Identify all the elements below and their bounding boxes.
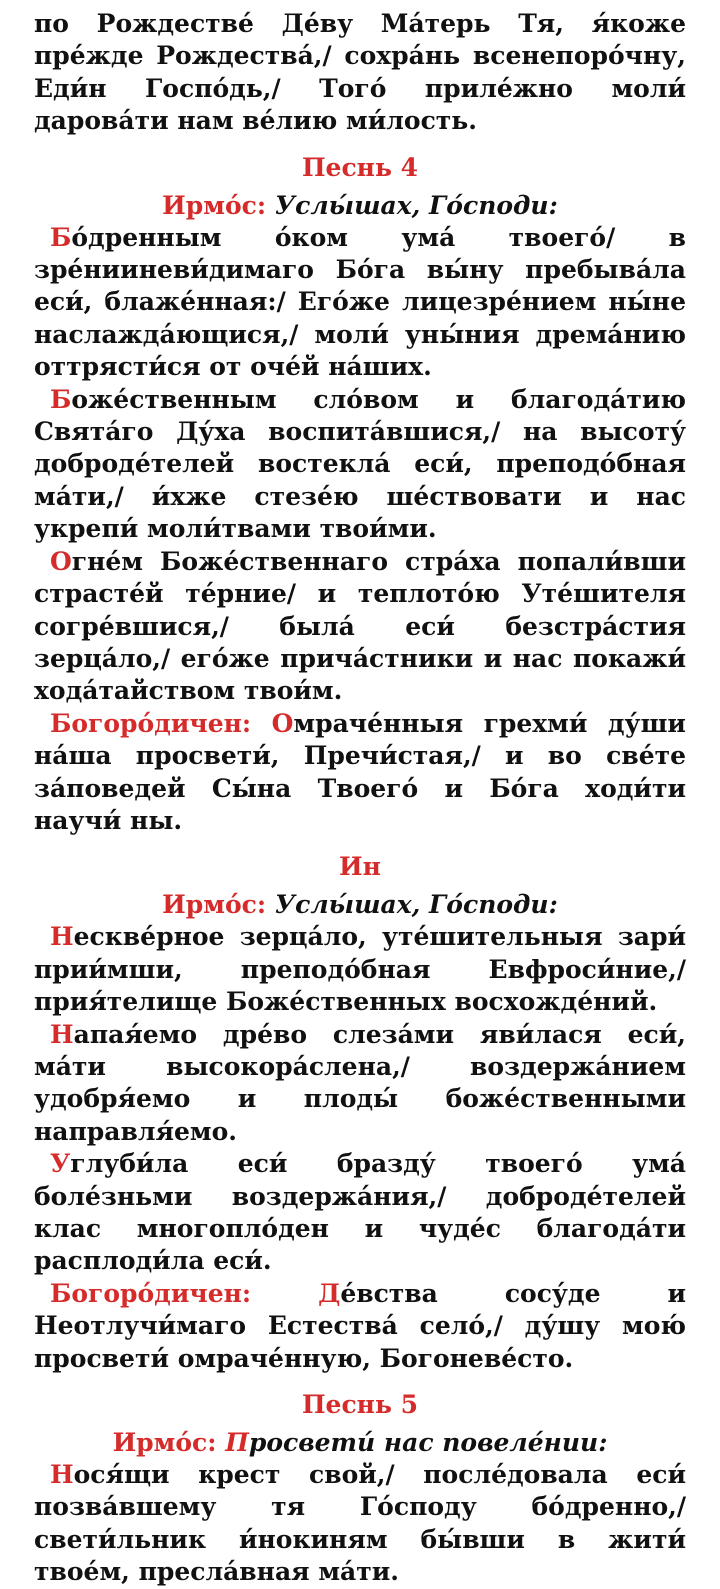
theotokion: Богоро́дичен: Омраче́нныя грехми́ ду́ши на́ша просвети́, Пречи́стая,/ и во све́те за́поведей Сы́на Твоего́ и Бо́га ходи́ти научи́ ны. bbox=[34, 708, 686, 835]
drop-initial: Д bbox=[318, 1278, 341, 1308]
irmos-label: Ирмо́с: bbox=[162, 190, 267, 220]
theotokion: Богоро́дичен: Де́вства сосу́де и Неотлучи́маго Естества́ село́,/ ду́шу мою́ просвети́ омраче́нную, Богоневе́сто. bbox=[34, 1278, 686, 1373]
song-5-irmos bbox=[34, 1427, 686, 1459]
irmos-text: Просвети́ нас повеле́нии: bbox=[225, 1428, 608, 1458]
theotokion-label: Богоро́дичен: bbox=[50, 708, 252, 738]
irmos-text: Услы́шах, Го́споди: bbox=[274, 890, 558, 920]
song-5-title: Песнь 5 bbox=[301, 1390, 419, 1420]
intro-paragraph: по Рождестве́ Де́ву Ма́терь Тя, я́коже пре́жде Рождества́,/ сохра́нь всенепоро́чну, Еди́н Госпо́дь,/ Того́ приле́жно моли́ дарова́ти нам ве́лию ми́лость. bbox=[34, 9, 686, 136]
troparion: Нося́щи крест свой,/ после́довала еси́ позва́вшему тя Го́споду бо́дренно,/ свети́льник и́нокиням бы́вши в жити́ твое́м, пресла́вная ма́ти. bbox=[34, 1460, 686, 1587]
irmos-initial: П bbox=[225, 1428, 249, 1458]
troparion: Огне́м Боже́ственнаго стра́ха попали́вши страсте́й те́рние/ и теплото́ю Уте́шителя согре́вшися,/ была́ еси́ безстра́стия зерца́ло,/ его́же прича́стники и нас покажи́ хода́тайством твои́м. bbox=[34, 546, 686, 706]
drop-initial: Н bbox=[50, 922, 74, 952]
song-4-irmos bbox=[34, 190, 686, 222]
drop-initial: Н bbox=[50, 1019, 74, 1049]
drop-initial: У bbox=[50, 1149, 71, 1179]
irmos-text: Услы́шах, Го́споди: bbox=[274, 190, 558, 220]
drop-initial: Б bbox=[50, 384, 72, 414]
in-irmos bbox=[34, 889, 686, 921]
troparion: Нескве́рное зерца́ло, уте́шительныя зари́ прии́мши, преподо́бная Евфроси́ние,/ прия́телище Боже́ственных восхожде́ний. bbox=[34, 922, 686, 1017]
drop-initial: Н bbox=[50, 1460, 74, 1490]
irmos-label: Ирмо́с: bbox=[112, 1428, 217, 1458]
troparion: Напая́емо дре́во слеза́ми яви́лася еси́, ма́ти высокора́слена,/ воздержа́нием удобря́емо и плоды́ боже́ственными направля́емо. bbox=[34, 1019, 686, 1146]
troparion: Бо́дренным о́ком ума́ твоего́/ в зре́нииневи́димаго Бо́га вы́ну пребыва́ла еси́, блаже́нная:/ Его́же лицезре́нием ны́не наслажда́ющися,/ моли́ уны́ния дрема́нию оттрясти́ся от оче́й на́ших. bbox=[34, 222, 686, 382]
in-title: Ин bbox=[339, 852, 381, 882]
troparion: Боже́ственным сло́вом и благода́тию Свята́го Ду́ха воспита́вшися,/ на высоту́ доброде́телей востекла́ еси́, преподо́бная ма́ти,/ и́хже стезе́ю ше́ствовати и нас укрепи́ моли́твами твои́ми. bbox=[34, 384, 686, 544]
song-4-title: Песнь 4 bbox=[301, 152, 419, 182]
drop-initial: О bbox=[271, 708, 294, 738]
troparion: Углуби́ла еси́ бразду́ твоего́ ума́ боле́зньми воздержа́ния,/ доброде́телей клас многопло́ден и чуде́с благода́ти расплоди́ла еси́. bbox=[34, 1149, 686, 1276]
drop-initial: Б bbox=[50, 222, 72, 252]
irmos-label: Ирмо́с: bbox=[162, 890, 267, 920]
theotokion-label: Богоро́дичен: bbox=[50, 1278, 252, 1308]
drop-initial: О bbox=[50, 546, 72, 576]
